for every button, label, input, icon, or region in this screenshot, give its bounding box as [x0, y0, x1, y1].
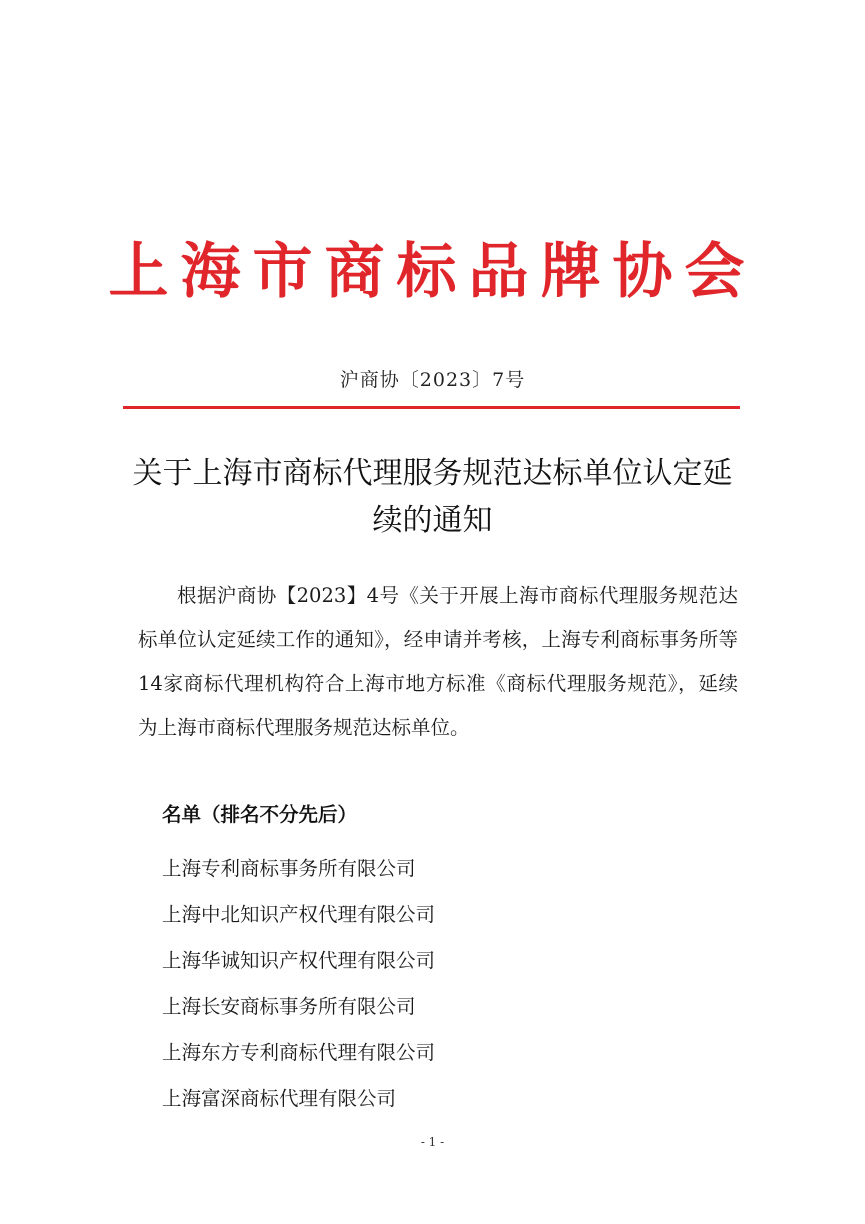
list-item: 上海东方专利商标代理有限公司 — [162, 1041, 436, 1064]
red-divider — [123, 406, 740, 409]
organization-title: 上海市商标品牌协会 — [108, 237, 757, 307]
list-item: 上海长安商标事务所有限公司 — [162, 995, 416, 1018]
notice-body: 根据沪商协【2023】4号《关于开展上海市商标代理服务规范达标单位认定延续工作的通知》，经申请并考核，上海专利商标事务所等14家商标代理机构符合上海市地方标准《商标代理服务规范》，延续为上海市商标代理服务规范达标单位。 — [138, 584, 738, 739]
document-number: 沪商协〔2023〕7号 — [339, 369, 526, 391]
company-list — [162, 846, 435, 1122]
list-heading: 名单（排名不分先后） — [162, 803, 358, 826]
page-number: - 1 - — [420, 1135, 445, 1149]
list-item: 上海专利商标事务所有限公司 — [162, 857, 416, 880]
list-item: 上海富深商标代理有限公司 — [162, 1087, 397, 1110]
list-item: 上海中北知识产权代理有限公司 — [162, 903, 436, 926]
list-item: 上海华诚知识产权代理有限公司 — [162, 949, 436, 972]
notice-title: 关于上海市商标代理服务规范达标单位认定延续的通知 — [132, 456, 733, 538]
